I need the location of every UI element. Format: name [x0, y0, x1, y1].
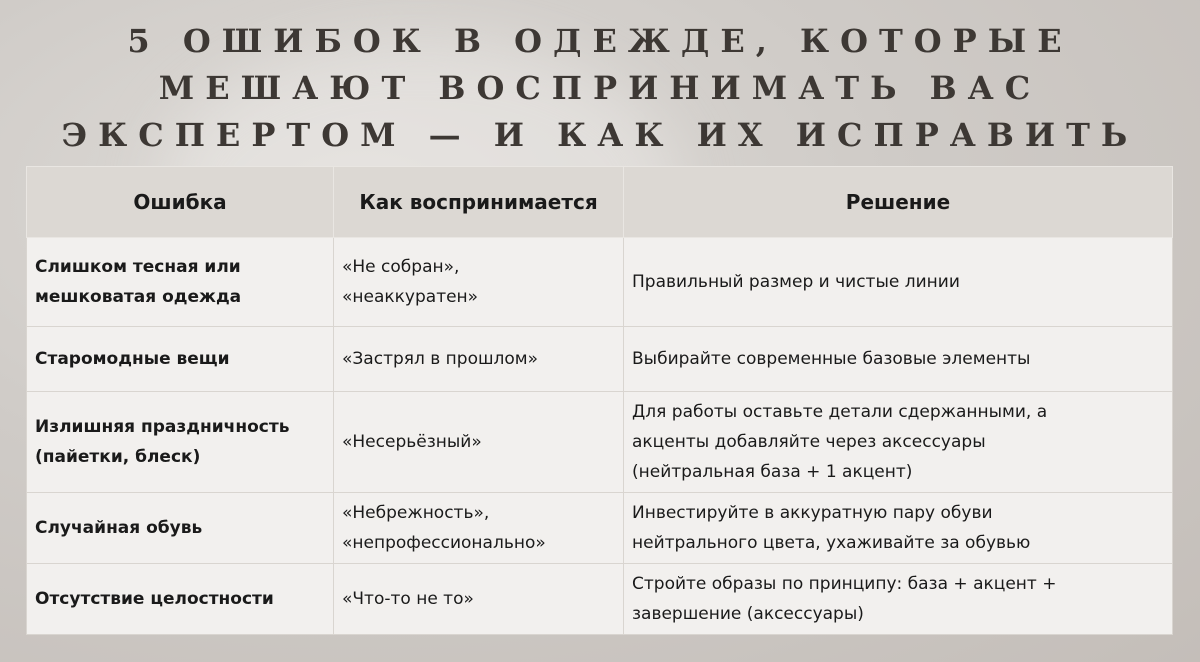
table-row	[27, 238, 1173, 327]
mistake-text: Старомодные вещи	[35, 349, 230, 369]
solution-text: Выбирайте современные базовые элементы	[632, 349, 1031, 369]
perception-cell	[334, 493, 624, 564]
table-row	[27, 392, 1173, 493]
solution-cell	[624, 564, 1173, 635]
mistake-text: Слишком тесная или	[35, 257, 241, 277]
mistake-text: Отсутствие целостности	[35, 589, 274, 609]
table-header-row	[27, 167, 1173, 238]
mistake-cell	[27, 493, 334, 564]
solution-text: Стройте образы по принципу: база + акцент +	[632, 574, 1057, 594]
mistake-text: (пайетки, блеск)	[35, 447, 201, 467]
perception-text: «Не собран»,	[342, 257, 460, 277]
title-line-3: ЭКСПЕРТОМ — И КАК ИХ ИСПРАВИТЬ	[61, 116, 1139, 154]
table-row	[27, 564, 1173, 635]
perception-text: «Небрежность»,	[342, 503, 490, 523]
perception-cell	[334, 327, 624, 392]
perception-text: «непрофессионально»	[342, 533, 546, 553]
perception-text: «Застрял в прошлом»	[342, 349, 539, 369]
mistake-text: мешковатая одежда	[35, 287, 242, 307]
mistake-text: Случайная обувь	[35, 518, 203, 538]
perception-cell	[334, 564, 624, 635]
solution-text: Правильный размер и чистые линии	[632, 272, 960, 292]
mistake-text: Излишняя праздничность	[35, 417, 290, 437]
solution-cell	[624, 392, 1173, 493]
solution-text: завершение (аксессуары)	[632, 604, 864, 624]
perception-text: «неаккуратен»	[342, 287, 479, 307]
solution-cell	[624, 327, 1173, 392]
title-line-1: 5 ОШИБОК В ОДЕЖДЕ, КОТОРЫЕ	[127, 22, 1073, 60]
solution-cell	[624, 238, 1173, 327]
solution-text: акценты добавляйте через аксессуары	[632, 432, 986, 452]
mistake-cell	[27, 392, 334, 493]
mistake-cell	[27, 238, 334, 327]
perception-cell	[334, 392, 624, 493]
solution-text: Инвестируйте в аккуратную пару обуви	[632, 503, 993, 523]
perception-text: «Что-то не то»	[342, 589, 474, 609]
mistakes-table	[26, 166, 1173, 635]
solution-text: (нейтральная база + 1 акцент)	[632, 462, 913, 482]
page-title	[0, 18, 1200, 159]
solution-text: Для работы оставьте детали сдержанными, а	[632, 402, 1048, 422]
table-row	[27, 327, 1173, 392]
solution-text: нейтрального цвета, ухаживайте за обувью	[632, 533, 1031, 553]
title-line-2: МЕШАЮТ ВОСПРИНИМАТЬ ВАС	[158, 69, 1042, 107]
perception-cell	[334, 238, 624, 327]
solution-cell	[624, 493, 1173, 564]
mistake-cell	[27, 327, 334, 392]
mistake-cell	[27, 564, 334, 635]
header-solution: Решение	[624, 167, 1173, 238]
header-mistake: Ошибка	[27, 167, 334, 238]
perception-text: «Несерьёзный»	[342, 432, 482, 452]
header-perception: Как воспринимается	[334, 167, 624, 238]
table-row	[27, 493, 1173, 564]
